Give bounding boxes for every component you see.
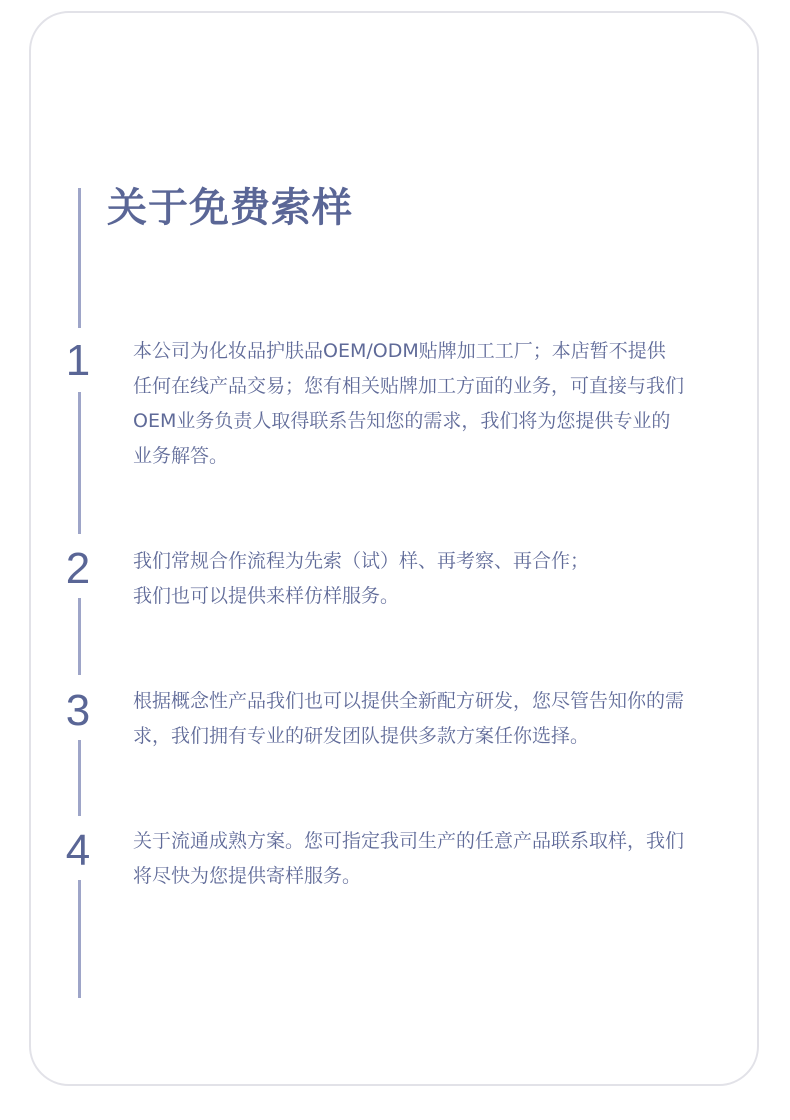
timeline-line (78, 392, 81, 534)
step-number-3: 3 (65, 686, 91, 735)
text-line: 我们也可以提供来样仿样服务。 (133, 585, 400, 607)
step-number-4: 4 (65, 826, 91, 875)
step-2-text (133, 544, 738, 614)
text-line: 我们常规合作流程为先索（试）样、再考察、再合作； (133, 550, 590, 572)
text-line: 本公司为化妆品护肤品OEM/ODM贴牌加工工厂；本店暂不提供 (133, 340, 666, 362)
text-line: 任何在线产品交易；您有相关贴牌加工方面的业务，可直接与我们 (133, 375, 685, 397)
text-line: OEM业务负责人取得联系告知您的需求，我们将为您提供专业的 (133, 410, 671, 432)
text-line: 将尽快为您提供寄样服务。 (133, 865, 362, 887)
text-line: 求，我们拥有专业的研发团队提供多款方案任你选择。 (133, 725, 590, 747)
timeline-line (78, 188, 81, 328)
page-title: 关于免费索样 (107, 185, 353, 231)
text-line: 业务解答。 (133, 445, 229, 467)
timeline-line (78, 880, 81, 998)
step-number-1: 1 (65, 336, 91, 385)
timeline-line (78, 740, 81, 816)
step-number-2: 2 (65, 544, 91, 593)
timeline-line (78, 598, 81, 675)
step-1-text (133, 334, 738, 474)
text-line: 关于流通成熟方案。您可指定我司生产的任意产品联系取样，我们 (133, 830, 685, 852)
step-4-text (133, 824, 738, 894)
step-3-text (133, 684, 738, 754)
text-line: 根据概念性产品我们也可以提供全新配方研发，您尽管告知你的需 (133, 690, 685, 712)
